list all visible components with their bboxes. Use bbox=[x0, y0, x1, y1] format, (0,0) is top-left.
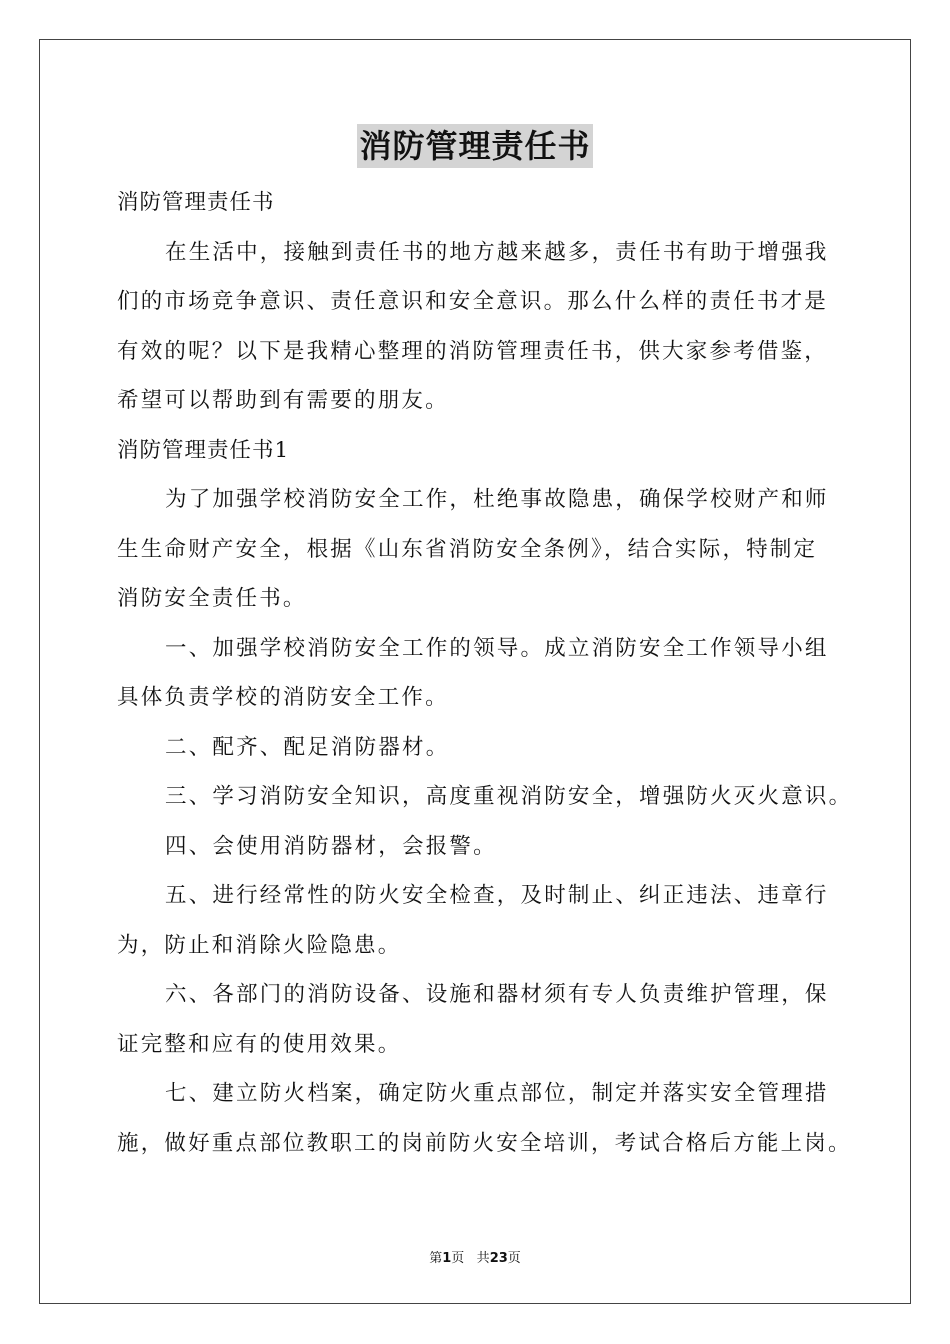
body-line: 一、加强学校消防安全工作的领导。成立消防安全工作领导小组 bbox=[165, 635, 829, 661]
footer-total-pages: 23 bbox=[489, 1251, 508, 1266]
body-line: 生生命财产安全，根据《山东省消防安全条例》，结合实际，特制定 bbox=[117, 536, 818, 562]
body-line: 消防管理责任书1 bbox=[117, 437, 290, 463]
body-line: 施，做好重点部位教职工的岗前防火安全培训，考试合格后方能上岗。 bbox=[117, 1130, 852, 1156]
body-line: 希望可以帮助到有需要的朋友。 bbox=[117, 388, 449, 413]
footer-total-suffix: 页 bbox=[507, 1251, 521, 1266]
body-line: 为了加强学校消防安全工作，杜绝事故隐患，确保学校财产和师 bbox=[165, 487, 829, 512]
page-footer bbox=[0, 1247, 950, 1266]
body-line: 五、进行经常性的防火安全检查，及时制止、纠正违法、违章行 bbox=[165, 883, 829, 908]
body-line: 们的市场竞争意识、责任意识和安全意识。那么什么样的责任书才是 bbox=[117, 289, 829, 314]
body-line: 消防管理责任书 bbox=[117, 190, 275, 215]
body-line: 七、建立防火档案，确定防火重点部位，制定并落实安全管理措 bbox=[165, 1081, 829, 1106]
body-line: 六、各部门的消防设备、设施和器材须有专人负责维护管理，保 bbox=[165, 982, 829, 1007]
body-line: 为，防止和消除火险隐患。 bbox=[117, 932, 402, 958]
body-line: 二、配齐、配足消防器材。 bbox=[165, 734, 450, 760]
title-wrap bbox=[0, 124, 950, 168]
footer-total-prefix: 共 bbox=[476, 1251, 490, 1266]
footer-page-suffix: 页 bbox=[451, 1251, 465, 1266]
footer-page-number: 1 bbox=[442, 1251, 452, 1266]
body-line: 证完整和应有的使用效果。 bbox=[117, 1031, 402, 1057]
document-title: 消防管理责任书 bbox=[357, 124, 592, 168]
body-line: 有效的呢？以下是我精心整理的消防管理责任书，供大家参考借鉴， bbox=[117, 338, 829, 364]
body-line: 具体负责学校的消防安全工作。 bbox=[117, 685, 449, 710]
document-body bbox=[117, 178, 853, 1168]
body-line: 在生活中，接触到责任书的地方越来越多，责任书有助于增强我 bbox=[165, 239, 829, 265]
footer-page-prefix: 第 bbox=[429, 1251, 443, 1266]
body-line: 消防安全责任书。 bbox=[117, 586, 307, 611]
body-line: 四、会使用消防器材，会报警。 bbox=[165, 833, 497, 859]
body-line: 三、学习消防安全知识，高度重视消防安全，增强防火灭火意识。 bbox=[165, 784, 853, 809]
